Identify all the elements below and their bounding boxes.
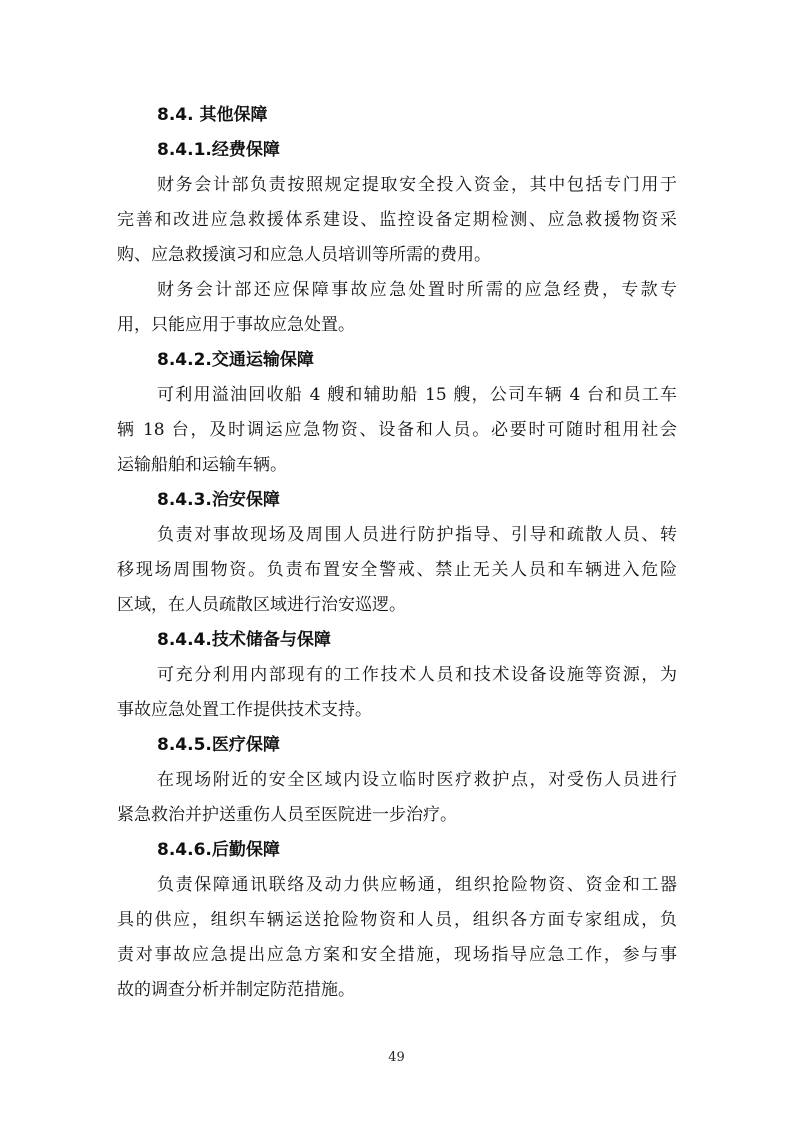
paragraph — [117, 168, 677, 273]
text-line: 可利用溢油回收船 4 艘和辅助船 15 艘，公司车辆 4 台和员工车 — [157, 385, 677, 405]
subsection-heading-funding: 8.4.1.经费保障 — [157, 140, 280, 160]
text-line: 购、应急救援演习和应急人员培训等所需的费用。 — [117, 245, 491, 265]
text-line: 在现场附近的安全区域内设立临时医疗救护点，对受伤人员进行 — [157, 770, 677, 790]
text-line: 用，只能应用于事故应急处置。 — [117, 315, 355, 335]
paragraph — [117, 868, 677, 1008]
page-number: 49 — [388, 1050, 405, 1065]
text-line: 紧急救治并护送重伤人员至医院进一步治疗。 — [117, 805, 457, 825]
text-line: 具的供应，组织车辆运送抢险物资和人员，组织各方面专家组成，负 — [117, 910, 677, 930]
text-line: 可充分利用内部现有的工作技术人员和技术设备设施等资源，为 — [157, 665, 677, 685]
subsection-heading-medical: 8.4.5.医疗保障 — [157, 735, 280, 755]
text-line: 负责对事故现场及周围人员进行防护指导、引导和疏散人员、转 — [157, 525, 677, 545]
text-line: 财务会计部负责按照规定提取安全投入资金，其中包括专门用于 — [157, 175, 677, 195]
text-line: 完善和改进应急救援体系建设、监控设备定期检测、应急救援物资采 — [117, 210, 677, 230]
text-line: 财务会计部还应保障事故应急处置时所需的应急经费，专款专 — [157, 280, 677, 300]
text-line: 故的调查分析并制定防范措施。 — [117, 980, 355, 1000]
paragraph — [117, 273, 677, 343]
paragraph — [117, 658, 677, 728]
text-line: 移现场周围物资。负责布置安全警戒、禁止无关人员和车辆进入危险 — [117, 560, 677, 580]
page-content — [117, 98, 677, 1008]
text-line: 区域，在人员疏散区域进行治安巡逻。 — [117, 595, 406, 615]
text-line: 负责保障通讯联络及动力供应畅通，组织抢险物资、资金和工器 — [157, 875, 677, 895]
paragraph — [117, 763, 677, 833]
paragraph — [117, 518, 677, 623]
text-line: 事故应急处置工作提供技术支持。 — [117, 700, 372, 720]
subsection-heading-security: 8.4.3.治安保障 — [157, 490, 280, 510]
subsection-heading-logistics: 8.4.6.后勤保障 — [157, 840, 280, 860]
text-line: 辆 18 台，及时调运应急物资、设备和人员。必要时可随时租用社会 — [117, 420, 677, 440]
paragraph — [117, 378, 677, 483]
subsection-heading-transport: 8.4.2.交通运输保障 — [157, 350, 314, 370]
text-line: 责对事故应急提出应急方案和安全措施，现场指导应急工作，参与事 — [117, 945, 677, 965]
subsection-heading-technical: 8.4.4.技术储备与保障 — [157, 630, 331, 650]
text-line: 运输船舶和运输车辆。 — [117, 455, 287, 475]
section-heading: 8.4. 其他保障 — [157, 105, 268, 125]
